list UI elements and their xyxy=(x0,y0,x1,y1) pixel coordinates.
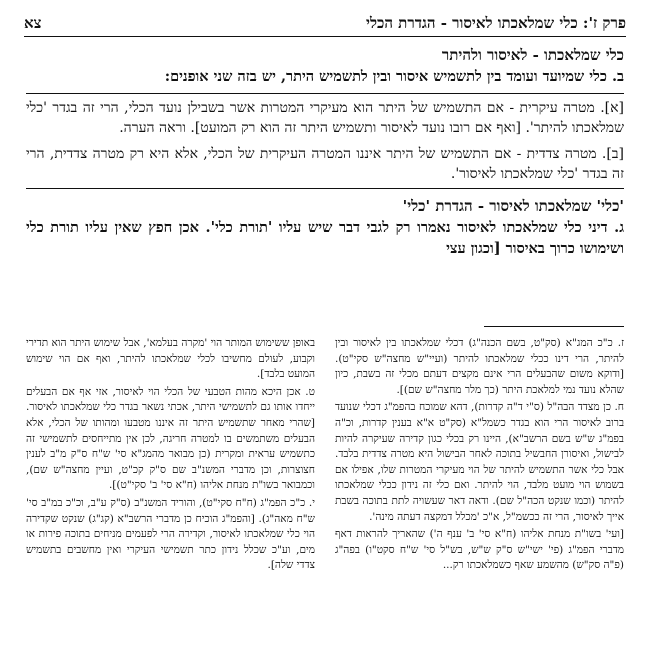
paragraph-b: ב. כלי שמיועד ועומד בין לתשמיש איסור ובין לתשמיש היתר, יש בזה שני אופנים: xyxy=(164,68,624,85)
footnote-8-end: באופן ששימוש המותר הוי 'מקרה בעלמא', אבל שימוש היתר הוא תדירי וקבוע, לעולם מחשיבו לכלי שמלאכתו להיתר, ואף אם הוי שימוש המועט בלבד]. xyxy=(26,337,315,381)
page-number: צא xyxy=(24,13,42,32)
footnote-8: ח. כן מצדד הבה"ל (ס"י ד"ה קדרות), דהא שמוכח בהפמ"ג דכלי שנועד ברוב לאיסור הרי הוא בגדר כשמל"א (סק"ט א"א בענין קדרות, וכ"ה בפמ"ג ש"ש בשם הרשב"א), היינו רק בכלי כגון קדירה שעיקרה להיות לבישול, ואיסורן החבשיל בתוכה לאחר הבישול היא מטרה צדדית בלבד. אבל כלי אשר התשמיש להיתר של הוי מעיקרי המטרות שלו, אפילו אם בשמוש הוי מועט מלבד, הוי להיתר. ואם כלי זה נידון ככלי שמלאכתו להיתר (וכמו שנקט הכה"ל שם). ודאה דאר שעשויה לתת בתוכה בשבת אייך לאיסור, הרי זה ככשמ"ל, א"כ 'מכלל דמקצה דעתה מינה'. xyxy=(335,401,624,523)
paragraph-g: ג. דיני כלי שמלאכתו לאיסור נאמרו רק לגבי דבר שיש עליו 'תורת כלי'. אכן חפץ שאין עליו תורת כלי ושימושו כרוך באיסור [וכגון עצי xyxy=(26,219,624,257)
section-heading: כלי שמלאכתו - לאיסור ולהיתר xyxy=(441,46,624,64)
footnotes xyxy=(26,326,624,644)
footnote-8-cont: [ועי' בשו"ת מנחת אליהו (ח"א סי' ב' ענף ה') שהאריך להראות דאף מדברי הפמ"ג (פי' ישי"ש ס"ק ש"ש, בש"ל סי' ש"ח סקט"ו) בפה"ג (פ"ה סק"ש) מהשמע שאף כשמלאכתו רק... xyxy=(335,528,624,572)
footnote-column-right xyxy=(335,336,624,644)
footnote-divider xyxy=(484,326,624,327)
footnote-9: ט. אכן היכא מהות הטבעי של הכלי הוי לאיסור, אזי אף אם הבעלים ייחדו אותו גם לתשמישי היתר, אכתי נשאר בגדר כלי שמלאכתו לאיסור. [שהרי מאחר שתשמיש היתר זה איננו מטבעו ומהותו של הכלי, אלא הבעלים משתמשים בו למטרה חריגה, לכן אין מתייחסים לתשמישי זה כתשמיש עראית ומקרית (כן מבואר מהמג"א סי' ש"ח ס"ק מ"ב לענין חצוצרות, וכן מדברי המשנ"ב שם ס"ק קכ"ט, ועיין מחצה"ש שם), וכמבואר בשו"ת מנחת אליהו (ח"א סי' ב' סקי"ט)]. xyxy=(26,385,315,492)
footnote-10: י. כ"כ הפמ"ג (ח"ח סקי"ט), והוריד המשנ"ב (ס"ק ע"ב, וכ"כ במ"ב סי' ש"ח מאה"ג). [והפמ"ג הוכיח כן מדברי הרשב"א (קג"ג) שנקט שקדירה הוי כלי שמלאכתו לאיסור, וקדירה הרי לפעמים מניחים בתוכה פירות או מים, וע"כ שכלל נידון כתר תשמישי העיקרי ואין מחשבים בתשמיש צדדי שלה]. xyxy=(26,496,315,572)
section-heading-2: 'כלי' שמלאכתו לאיסור - הגדרת 'כלי' xyxy=(402,197,624,215)
option-a: [א]. מטרה עיקרית - אם התשמיש של היתר הוא מעיקרי המטרות אשר בשבילן נועד הכלי, הרי זה בגדר 'כלי שמלאכתו להיתר'. [ואף אם רובו נועד לאיסור ותשמיש היתר זה הוא רק המועט]. וראה הערה. xyxy=(26,100,624,136)
footnote-7: ז. כ"כ המג"א (סק"ט, בשם הכנה"ג) דכלי שמלאכתו בין לאיסור ובין להיתר, הרי דינו ככלי שמלאכתו להיתר (ועיי"ש מחצה"ש סקי"ט). [ודוקא משום שהבעלים הרי אינם מקצים דעתם מכלי זה בשבת, כיון שהלא נועד נמי למלאכת היתר (כך מלר מחצה"ש שם)]. xyxy=(335,337,624,396)
footnote-column-left xyxy=(26,336,315,644)
main-text xyxy=(26,44,624,259)
chapter-title: פרק ז': כלי שמלאכתו לאיסור - הגדרת הכלי xyxy=(366,13,626,32)
option-b: [ב]. מטרה צדדית - אם התשמיש של היתר איננו המטרה העיקרית של הכלי, אלא היא רק מטרה צדדית, הרי זה בגדר 'כלי שמלאכתו לאיסור'. xyxy=(26,146,624,182)
options-box xyxy=(26,93,624,189)
page-header xyxy=(24,10,626,36)
header-divider xyxy=(24,36,626,37)
